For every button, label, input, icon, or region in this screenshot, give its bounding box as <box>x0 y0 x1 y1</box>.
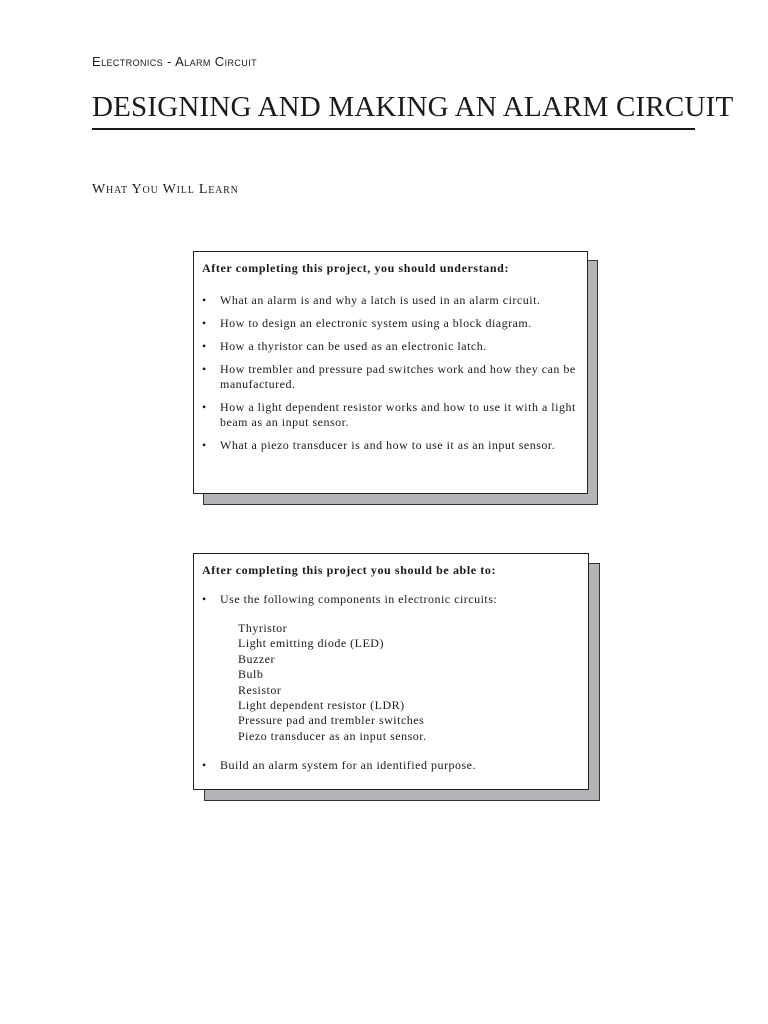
component-item: Resistor <box>238 682 282 697</box>
component-item: Bulb <box>238 667 264 682</box>
list-item: • How trembler and pressure pad switches work and how they can be manufactured. <box>202 362 579 392</box>
list-item: • How to design an electronic system using a block diagram. <box>202 316 579 331</box>
component-list <box>238 621 580 744</box>
understand-box <box>193 251 588 494</box>
list-item: • What a piezo transducer is and how to use it as an input sensor. <box>202 438 579 453</box>
list-item: • Build an alarm system for an identified purpose. <box>202 758 580 773</box>
component-item: Piezo transducer as an input sensor. <box>238 728 427 743</box>
list-item: • What an alarm is and why a latch is used in an alarm circuit. <box>202 293 579 308</box>
list-item: • How a thyristor can be used as an electronic latch. <box>202 339 579 354</box>
able-list <box>202 592 580 773</box>
page-title: DESIGNING AND MAKING AN ALARM CIRCUIT <box>92 90 695 130</box>
able-intro-text: Use the following components in electronic circuits: <box>220 592 498 606</box>
list-item <box>202 592 580 744</box>
list-item: • How a light dependent resistor works and how to use it with a light beam as an input sensor. <box>202 400 579 430</box>
understand-box-heading: After completing this project, you should understand: <box>202 261 510 275</box>
component-item: Buzzer <box>238 651 275 666</box>
section-label: Electronics - Alarm Circuit <box>92 54 257 69</box>
able-box-heading: After completing this project you should be able to: <box>202 563 497 577</box>
component-item: Pressure pad and trembler switches <box>238 713 425 728</box>
able-box <box>193 553 589 790</box>
component-item: Thyristor <box>238 621 288 635</box>
component-item: Light emitting diode (LED) <box>238 636 384 651</box>
understand-list <box>202 293 579 453</box>
component-item: Light dependent resistor (LDR) <box>238 698 405 713</box>
subheading: What You Will Learn <box>92 182 239 197</box>
